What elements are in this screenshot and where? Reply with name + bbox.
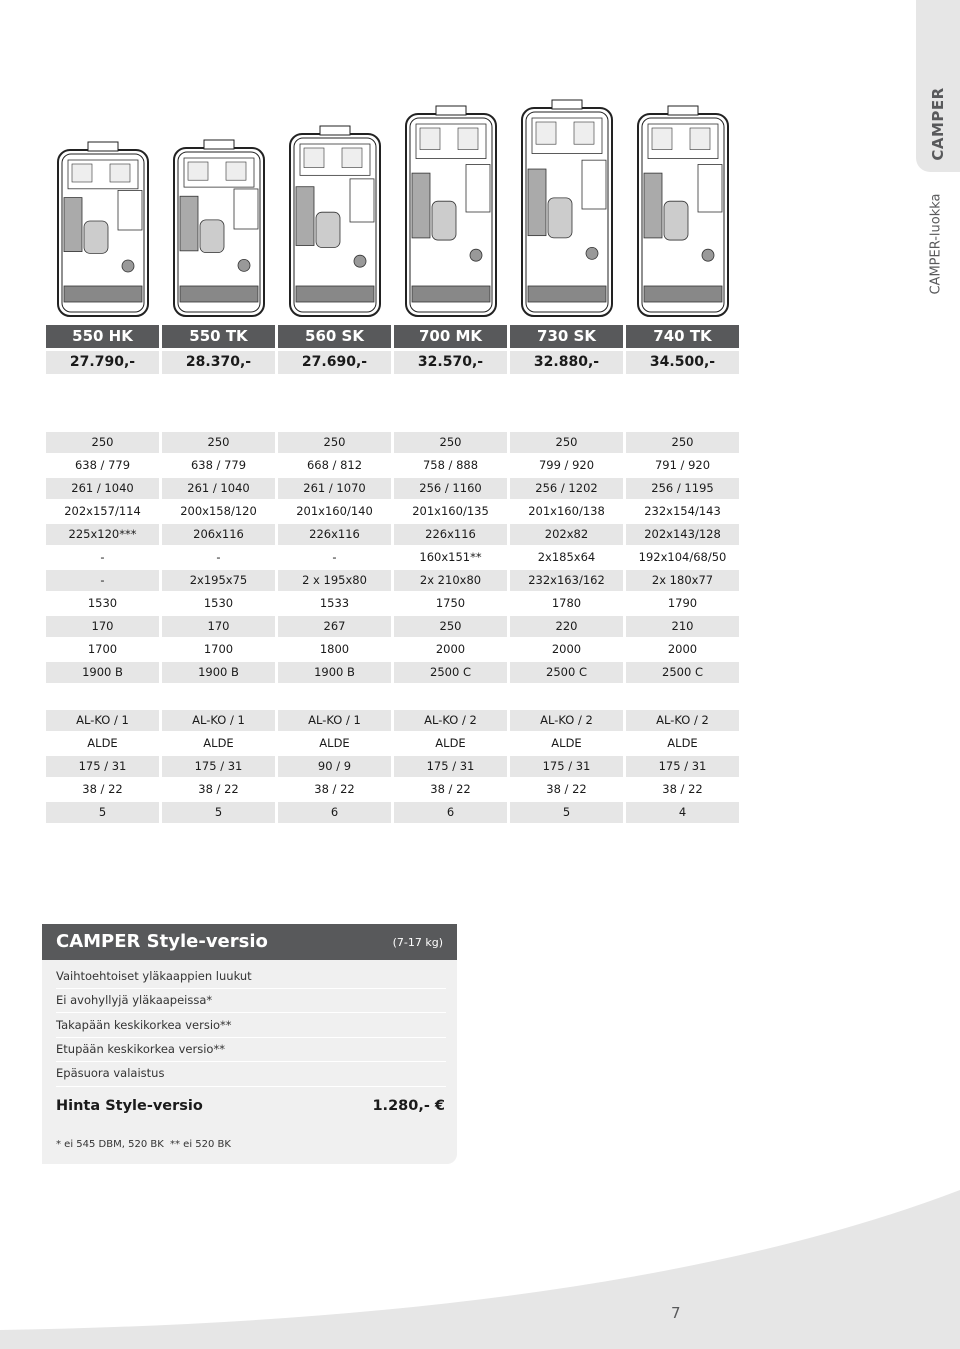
spec-cell: 2500 C bbox=[394, 662, 507, 683]
spec-cell: 267 bbox=[278, 616, 391, 637]
spec-cell: 2x 210x80 bbox=[394, 570, 507, 591]
spec-cell: 256 / 1195 bbox=[626, 478, 739, 499]
style-price-value: 1.280,- € bbox=[372, 1098, 445, 1114]
spec-cell: 202x157/114 bbox=[64, 504, 141, 518]
footnote: ** ei 520 BK bbox=[170, 1139, 231, 1150]
spec-cell: 791 / 920 bbox=[654, 458, 711, 472]
divider bbox=[56, 1061, 446, 1062]
spec-cell: ALDE bbox=[87, 736, 118, 750]
spec-cell: 1780 bbox=[551, 596, 582, 610]
spec-cell: 1700 bbox=[203, 642, 234, 656]
spec-cell: 2x195x75 bbox=[162, 570, 275, 591]
spec-cell: 90 / 9 bbox=[278, 756, 391, 777]
spec-cell: 250 bbox=[394, 432, 507, 453]
spec-cell: 638 / 779 bbox=[190, 458, 247, 472]
spec-cell: 210 bbox=[626, 616, 739, 637]
spec-cell: 2000 bbox=[435, 642, 466, 656]
spec-cell: 250 bbox=[510, 432, 623, 453]
style-option: Etupään keskikorkea versio** bbox=[56, 1042, 225, 1056]
style-version-box bbox=[42, 924, 457, 1164]
spec-cell: 256 / 1202 bbox=[510, 478, 623, 499]
spec-cell: 38 / 22 bbox=[198, 782, 239, 796]
spec-cell: 1790 bbox=[667, 596, 698, 610]
floor-plans bbox=[46, 96, 743, 320]
model-name: 740 TK bbox=[626, 325, 739, 348]
side-tab-subtitle: CAMPER-luokka bbox=[928, 193, 944, 295]
model-price: 34.500,- bbox=[626, 351, 739, 374]
spec-cell: 175 / 31 bbox=[394, 756, 507, 777]
style-version-header bbox=[42, 924, 457, 960]
model-name: 550 TK bbox=[162, 325, 275, 348]
model-name: 700 MK bbox=[394, 325, 507, 348]
spec-cell: 250 bbox=[626, 432, 739, 453]
spec-cell: 38 / 22 bbox=[662, 782, 703, 796]
spec-cell: 1533 bbox=[319, 596, 350, 610]
floor-plan bbox=[278, 124, 390, 320]
spec-cell: 1530 bbox=[203, 596, 234, 610]
spec-cell: AL-KO / 1 bbox=[46, 710, 159, 731]
spec-cell: 175 / 31 bbox=[510, 756, 623, 777]
spec-cell: 1750 bbox=[435, 596, 466, 610]
spec-cell: 201x160/140 bbox=[296, 504, 373, 518]
spec-cell: 200x158/120 bbox=[180, 504, 257, 518]
spec-cell: 1900 B bbox=[162, 662, 275, 683]
spec-cell: 175 / 31 bbox=[46, 756, 159, 777]
spec-cell: 2500 C bbox=[626, 662, 739, 683]
spec-cell: ALDE bbox=[203, 736, 234, 750]
spec-cell: 2 x 195x80 bbox=[278, 570, 391, 591]
spec-cell: ALDE bbox=[319, 736, 350, 750]
model-price: 27.790,- bbox=[46, 351, 159, 374]
spec-cell: 38 / 22 bbox=[546, 782, 587, 796]
page-number: 7 bbox=[671, 1304, 681, 1322]
spec-cell: 5 bbox=[162, 802, 275, 823]
divider bbox=[56, 1012, 446, 1013]
spec-cell: AL-KO / 1 bbox=[162, 710, 275, 731]
spec-cell: ALDE bbox=[435, 736, 466, 750]
spec-cell: 250 bbox=[46, 432, 159, 453]
style-option: Ei avohyllyjä yläkaapeissa* bbox=[56, 993, 213, 1007]
spec-cell: 2x 180x77 bbox=[626, 570, 739, 591]
spec-cell: 250 bbox=[278, 432, 391, 453]
model-price: 32.880,- bbox=[510, 351, 623, 374]
spec-cell: 1900 B bbox=[46, 662, 159, 683]
spec-cell: 1700 bbox=[87, 642, 118, 656]
style-price-label: Hinta Style-versio bbox=[56, 1098, 203, 1114]
spec-cell: 1800 bbox=[319, 642, 350, 656]
spec-cell: AL-KO / 1 bbox=[278, 710, 391, 731]
model-name: 550 HK bbox=[46, 325, 159, 348]
spec-cell: 175 / 31 bbox=[626, 756, 739, 777]
spec-cell: 668 / 812 bbox=[306, 458, 363, 472]
spec-cell: 5 bbox=[510, 802, 623, 823]
spec-cell: AL-KO / 2 bbox=[394, 710, 507, 731]
spec-cell: 170 bbox=[162, 616, 275, 637]
spec-cell: 5 bbox=[46, 802, 159, 823]
spec-cell: 2x185x64 bbox=[537, 550, 596, 564]
style-option: Vaihtoehtoiset yläkaappien luukut bbox=[56, 969, 252, 983]
spec-cell: 2000 bbox=[667, 642, 698, 656]
spec-cell: 250 bbox=[162, 432, 275, 453]
spec-cell: 201x160/135 bbox=[412, 504, 489, 518]
spec-cell: 758 / 888 bbox=[422, 458, 479, 472]
spec-cell: 261 / 1070 bbox=[278, 478, 391, 499]
spec-cell: 261 / 1040 bbox=[162, 478, 275, 499]
spec-cell: 261 / 1040 bbox=[46, 478, 159, 499]
spec-cell: 799 / 920 bbox=[538, 458, 595, 472]
spec-cell: 206x116 bbox=[162, 524, 275, 545]
model-price: 27.690,- bbox=[278, 351, 391, 374]
footnote: * ei 545 DBM, 520 BK bbox=[56, 1139, 164, 1150]
model-price: 28.370,- bbox=[162, 351, 275, 374]
floor-plan bbox=[46, 140, 158, 320]
spec-cell: 175 / 31 bbox=[162, 756, 275, 777]
model-name: 730 SK bbox=[510, 325, 623, 348]
style-version-title: CAMPER Style-versio bbox=[56, 931, 268, 952]
spec-cell: 201x160/138 bbox=[528, 504, 605, 518]
spec-cell: AL-KO / 2 bbox=[510, 710, 623, 731]
style-version-weight: (7-17 kg) bbox=[392, 936, 443, 949]
spec-cell: 256 / 1160 bbox=[394, 478, 507, 499]
model-price: 32.570,- bbox=[394, 351, 507, 374]
spec-cell: 220 bbox=[510, 616, 623, 637]
model-name: 560 SK bbox=[278, 325, 391, 348]
spec-cell: ALDE bbox=[551, 736, 582, 750]
spec-cell: 225x120*** bbox=[46, 524, 159, 545]
spec-cell: - bbox=[216, 550, 221, 564]
spec-cell: 38 / 22 bbox=[314, 782, 355, 796]
spec-cell: 6 bbox=[278, 802, 391, 823]
style-option: Takapään keskikorkea versio** bbox=[56, 1018, 232, 1032]
spec-cell: 2000 bbox=[551, 642, 582, 656]
spec-cell: 226x116 bbox=[394, 524, 507, 545]
divider bbox=[56, 988, 446, 989]
spec-cell: - bbox=[46, 570, 159, 591]
spec-cell: - bbox=[100, 550, 105, 564]
spec-cell: 638 / 779 bbox=[74, 458, 131, 472]
spec-cell: ALDE bbox=[667, 736, 698, 750]
spec-cell: 170 bbox=[46, 616, 159, 637]
spec-cell: - bbox=[332, 550, 337, 564]
divider bbox=[56, 1037, 446, 1038]
floor-plan bbox=[510, 98, 622, 320]
spec-cell: 1530 bbox=[87, 596, 118, 610]
spec-cell: 1900 B bbox=[278, 662, 391, 683]
floor-plan bbox=[162, 138, 274, 320]
floor-plan bbox=[626, 104, 738, 320]
spec-cell: 250 bbox=[394, 616, 507, 637]
spec-cell: 160x151** bbox=[419, 550, 482, 564]
spec-cell: 202x143/128 bbox=[626, 524, 739, 545]
style-option: Epäsuora valaistus bbox=[56, 1066, 165, 1080]
spec-cell: AL-KO / 2 bbox=[626, 710, 739, 731]
spec-cell: 232x154/143 bbox=[644, 504, 721, 518]
spec-cell: 232x163/162 bbox=[510, 570, 623, 591]
divider bbox=[56, 1086, 446, 1087]
spec-cell: 38 / 22 bbox=[82, 782, 123, 796]
spec-cell: 38 / 22 bbox=[430, 782, 471, 796]
spec-cell: 202x82 bbox=[510, 524, 623, 545]
spec-cell: 226x116 bbox=[278, 524, 391, 545]
spec-cell: 4 bbox=[626, 802, 739, 823]
side-tab-title: CAMPER bbox=[929, 87, 947, 161]
spec-cell: 2500 C bbox=[510, 662, 623, 683]
spec-cell: 6 bbox=[394, 802, 507, 823]
page-curve bbox=[0, 1190, 960, 1349]
floor-plan bbox=[394, 104, 506, 320]
spec-cell: 192x104/68/50 bbox=[638, 550, 727, 564]
